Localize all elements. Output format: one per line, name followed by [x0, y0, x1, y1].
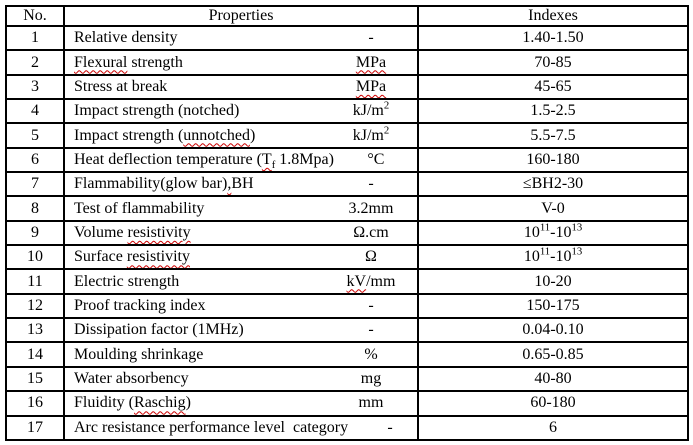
index-value: 45-65 — [418, 75, 688, 99]
index-value: 70-85 — [418, 50, 688, 74]
table-row — [6, 391, 688, 415]
row-number: 1 — [6, 26, 64, 50]
table-row — [6, 294, 688, 318]
property-unit: - — [387, 418, 393, 436]
property-unit: - — [368, 29, 374, 47]
index-value: 40-80 — [418, 367, 688, 391]
row-number: 4 — [6, 99, 64, 123]
row-number: 12 — [6, 294, 64, 318]
table-row — [6, 26, 688, 50]
table-row — [6, 416, 688, 441]
property-cell — [64, 342, 418, 366]
property-cell — [64, 148, 418, 172]
property-cell — [64, 75, 418, 99]
table-row — [6, 318, 688, 342]
property-cell — [64, 318, 418, 342]
table-row — [6, 269, 688, 293]
table-row — [6, 123, 688, 147]
property-unit: mg — [360, 369, 382, 387]
index-value: 5.5-7.5 — [418, 123, 688, 147]
table-row — [6, 148, 688, 172]
property-unit: kV/mm — [346, 272, 396, 290]
row-number: 9 — [6, 221, 64, 245]
index-value: $10^{11}-10^{13}$ — [418, 245, 688, 269]
property-name: Electric strength — [74, 272, 180, 290]
property-unit: 3.2mm — [348, 199, 394, 217]
index-value: 10-20 — [418, 269, 688, 293]
property-cell — [64, 391, 418, 415]
property-name: Flammability(glow bar),BH — [74, 175, 254, 193]
table-row — [6, 245, 688, 269]
header-indexes: Indexes — [418, 6, 688, 26]
row-number: 17 — [6, 416, 64, 441]
header-properties: Properties — [64, 6, 418, 26]
property-unit: - — [368, 296, 374, 314]
property-cell — [64, 26, 418, 50]
property-cell — [64, 99, 418, 123]
property-name: Arc resistance performance level category — [74, 418, 349, 436]
table-row — [6, 99, 688, 123]
row-number: 7 — [6, 172, 64, 196]
property-name: Moulding shrinkage — [74, 345, 204, 363]
property-name: Fluidity (Raschig) — [74, 394, 191, 412]
table-row — [6, 172, 688, 196]
property-name: Impact strength (unnotched) — [74, 126, 256, 144]
property-name: Volume resistivity — [74, 223, 191, 241]
property-unit: $kJ/m^2$ — [352, 99, 390, 120]
property-name: Surface resistivity — [74, 248, 190, 266]
row-number: 11 — [6, 269, 64, 293]
property-unit: $kJ/m^2$ — [352, 124, 390, 144]
index-value: ≤BH2-30 — [418, 172, 688, 196]
table-row — [6, 196, 688, 220]
table-row — [6, 75, 688, 99]
index-value: 160-180 — [418, 148, 688, 172]
row-number: 14 — [6, 342, 64, 366]
property-unit: - — [368, 321, 374, 339]
property-cell — [64, 269, 418, 293]
index-value: $10^{11}-10^{13}$ — [418, 221, 688, 245]
property-cell — [64, 367, 418, 391]
index-value: 1.5-2.5 — [418, 99, 688, 123]
property-name: Dissipation factor (1MHz) — [74, 321, 244, 339]
table-body — [6, 26, 688, 440]
row-number: 2 — [6, 50, 64, 74]
property-name: Test of flammability — [74, 199, 205, 217]
index-value: 1.40-1.50 — [418, 26, 688, 50]
property-cell — [64, 172, 418, 196]
row-number: 13 — [6, 318, 64, 342]
property-cell — [64, 123, 418, 147]
property-name: Relative density — [74, 29, 178, 47]
row-number: 8 — [6, 196, 64, 220]
index-value: V-0 — [418, 196, 688, 220]
property-name: Proof tracking index — [74, 296, 206, 314]
property-cell — [64, 221, 418, 245]
property-cell — [64, 294, 418, 318]
header-no: No. — [6, 6, 64, 26]
index-value: 60-180 — [418, 391, 688, 415]
property-unit: - — [368, 175, 374, 193]
properties-table — [5, 5, 689, 441]
property-cell — [64, 50, 418, 74]
property-unit: mm — [358, 394, 384, 412]
index-value: 6 — [418, 416, 688, 441]
property-cell — [64, 245, 418, 269]
property-cell — [64, 196, 418, 220]
property-unit: °C — [367, 150, 385, 168]
header-row — [6, 6, 688, 26]
table-row — [6, 367, 688, 391]
table-row — [6, 50, 688, 74]
property-unit: Ω — [365, 248, 377, 266]
row-number: 15 — [6, 367, 64, 391]
property-name: Impact strength (notched) — [74, 102, 240, 120]
property-unit: MPa — [355, 53, 387, 71]
property-name: Stress at break — [74, 77, 168, 95]
property-name: Flexural strength — [74, 53, 183, 71]
property-cell — [64, 416, 418, 441]
row-number: 16 — [6, 391, 64, 415]
row-number: 10 — [6, 245, 64, 269]
row-number: 6 — [6, 148, 64, 172]
property-name: Water absorbency — [74, 369, 189, 387]
index-value: 0.04-0.10 — [418, 318, 688, 342]
property-name: Heat deflection temperature ($T_f$ 1.8Mpa) — [74, 150, 334, 172]
row-number: 3 — [6, 75, 64, 99]
table-row — [6, 221, 688, 245]
property-unit: % — [364, 345, 378, 363]
index-value: 150-175 — [418, 294, 688, 318]
table-row — [6, 342, 688, 366]
row-number: 5 — [6, 123, 64, 147]
property-unit: MPa — [355, 77, 387, 95]
index-value: 0.65-0.85 — [418, 342, 688, 366]
property-unit: Ω.cm — [353, 223, 389, 241]
